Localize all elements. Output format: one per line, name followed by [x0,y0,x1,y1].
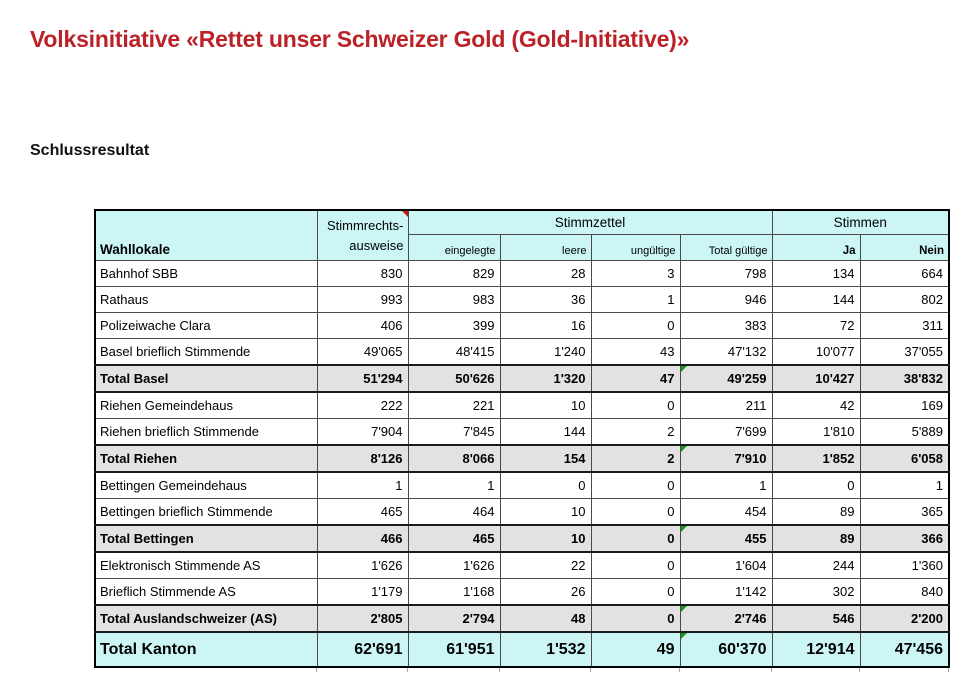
cell-ausweise: 2'805 [317,605,408,632]
cell-nein: 1'360 [860,552,949,579]
header-stimmrechtsausweise [317,210,408,261]
cell-ja: 546 [772,605,860,632]
cell-ungueltige: 47 [591,365,680,392]
cell-ausweise: 466 [317,525,408,552]
cell-ungueltige: 3 [591,261,680,287]
cell-eingelegte: 221 [408,392,500,419]
table-row [95,605,949,632]
cell-total-gueltige: 49'259 [680,365,772,392]
cell-nein: 365 [860,499,949,526]
cell-ausweise: 8'126 [317,445,408,472]
cell-ungueltige: 2 [591,445,680,472]
cell-leere: 48 [500,605,591,632]
gridline-stub [316,668,317,672]
cell-ausweise: 830 [317,261,408,287]
cell-ungueltige: 1 [591,287,680,313]
cell-ja: 302 [772,579,860,606]
results-table [94,209,950,668]
cell-ja: 144 [772,287,860,313]
cell-leere: 144 [500,419,591,446]
cell-eingelegte: 829 [408,261,500,287]
row-label: Rathaus [95,287,317,313]
cell-eingelegte: 1 [408,472,500,499]
cell-eingelegte: 1'626 [408,552,500,579]
table-row [95,579,949,606]
cell-ausweise: 49'065 [317,339,408,366]
cell-ungueltige: 43 [591,339,680,366]
cell-ja: 12'914 [772,632,860,667]
results-table-wrap [94,209,950,674]
cell-ungueltige: 0 [591,552,680,579]
cell-nein: 840 [860,579,949,606]
cell-leere: 10 [500,392,591,419]
cell-ja: 72 [772,313,860,339]
cell-nein: 38'832 [860,365,949,392]
row-label: Bettingen brieflich Stimmende [95,499,317,526]
cell-eingelegte: 464 [408,499,500,526]
cell-ja: 42 [772,392,860,419]
cell-ungueltige: 0 [591,392,680,419]
cell-nein: 37'055 [860,339,949,366]
header-group-stimmzettel: Stimmzettel [408,210,772,235]
header-wahllokale: Wahllokale [95,210,317,261]
row-label: Elektronisch Stimmende AS [95,552,317,579]
cell-leere: 36 [500,287,591,313]
cell-ungueltige: 0 [591,313,680,339]
cell-ungueltige: 0 [591,579,680,606]
cell-ausweise: 51'294 [317,365,408,392]
header-eingelegte: eingelegte [408,235,500,261]
cell-leere: 22 [500,552,591,579]
cell-eingelegte: 2'794 [408,605,500,632]
gridline-stub [590,668,591,672]
cell-total-gueltige: 7'699 [680,419,772,446]
table-row [95,472,949,499]
table-row [95,339,949,366]
row-label: Total Auslandschweizer (AS) [95,605,317,632]
table-row [95,445,949,472]
cell-ungueltige: 0 [591,472,680,499]
cell-total-gueltige: 454 [680,499,772,526]
cell-total-gueltige: 455 [680,525,772,552]
cell-ja: 89 [772,525,860,552]
gridline-stub [771,668,772,672]
row-label: Basel brieflich Stimmende [95,339,317,366]
cell-ja: 10'427 [772,365,860,392]
cell-ja: 89 [772,499,860,526]
gridline-stubs [94,668,950,674]
row-label: Total Bettingen [95,525,317,552]
table-row [95,365,949,392]
gridline-stub [679,668,680,672]
cell-eingelegte: 48'415 [408,339,500,366]
header-group-stimmen: Stimmen [772,210,949,235]
cell-eingelegte: 7'845 [408,419,500,446]
gridline-stub [859,668,860,672]
cell-nein: 47'456 [860,632,949,667]
cell-eingelegte: 1'168 [408,579,500,606]
page-title: Volksinitiative «Rettet unser Schweizer Gold (Gold-Initiative)» [30,26,690,52]
cell-total-gueltige: 47'132 [680,339,772,366]
cell-ausweise: 993 [317,287,408,313]
cell-ja: 244 [772,552,860,579]
cell-ungueltige: 0 [591,499,680,526]
gridline-stub [407,668,408,672]
row-label: Total Basel [95,365,317,392]
cell-nein: 311 [860,313,949,339]
cell-total-gueltige: 60'370 [680,632,772,667]
cell-leere: 154 [500,445,591,472]
cell-ja: 0 [772,472,860,499]
cell-nein: 366 [860,525,949,552]
header-ausweise-line1: Stimmrechts- [326,218,404,233]
cell-total-gueltige: 1'604 [680,552,772,579]
cell-total-gueltige: 946 [680,287,772,313]
cell-total-gueltige: 1'142 [680,579,772,606]
table-row [95,392,949,419]
table-header [95,210,949,261]
cell-total-gueltige: 2'746 [680,605,772,632]
cell-ausweise: 465 [317,499,408,526]
cell-eingelegte: 465 [408,525,500,552]
cell-leere: 0 [500,472,591,499]
cell-ausweise: 406 [317,313,408,339]
cell-ausweise: 1'179 [317,579,408,606]
row-label: Riehen brieflich Stimmende [95,419,317,446]
row-label: Bettingen Gemeindehaus [95,472,317,499]
header-ausweise-line2: ausweise [349,238,404,253]
cell-ungueltige: 49 [591,632,680,667]
cell-ja: 10'077 [772,339,860,366]
comment-marker-icon [402,211,408,217]
table-row [95,261,949,287]
cell-nein: 169 [860,392,949,419]
header-group-row [95,210,949,235]
cell-eingelegte: 983 [408,287,500,313]
cell-ungueltige: 2 [591,419,680,446]
table-row [95,419,949,446]
cell-eingelegte: 399 [408,313,500,339]
cell-ungueltige: 0 [591,605,680,632]
gridline-stub [499,668,500,672]
cell-ausweise: 1 [317,472,408,499]
table-row [95,552,949,579]
cell-nein: 6'058 [860,445,949,472]
row-label: Brieflich Stimmende AS [95,579,317,606]
row-label: Bahnhof SBB [95,261,317,287]
cell-ja: 1'852 [772,445,860,472]
cell-nein: 802 [860,287,949,313]
table-row [95,499,949,526]
cell-ungueltige: 0 [591,525,680,552]
cell-leere: 10 [500,525,591,552]
table-row [95,313,949,339]
cell-total-gueltige: 798 [680,261,772,287]
cell-leere: 1'320 [500,365,591,392]
cell-leere: 16 [500,313,591,339]
cell-ja: 134 [772,261,860,287]
cell-total-gueltige: 1 [680,472,772,499]
table-row [95,632,949,667]
cell-eingelegte: 61'951 [408,632,500,667]
section-subtitle: Schlussresultat [30,142,150,159]
row-label: Total Kanton [95,632,317,667]
table-row [95,287,949,313]
cell-nein: 664 [860,261,949,287]
cell-nein: 2'200 [860,605,949,632]
row-label: Polizeiwache Clara [95,313,317,339]
table-row [95,525,949,552]
cell-eingelegte: 8'066 [408,445,500,472]
header-ja: Ja [772,235,860,261]
cell-leere: 10 [500,499,591,526]
cell-leere: 28 [500,261,591,287]
cell-eingelegte: 50'626 [408,365,500,392]
header-ungueltige: ungültige [591,235,680,261]
table-body [95,261,949,668]
cell-total-gueltige: 7'910 [680,445,772,472]
cell-ja: 1'810 [772,419,860,446]
cell-ausweise: 222 [317,392,408,419]
cell-ausweise: 62'691 [317,632,408,667]
cell-leere: 1'532 [500,632,591,667]
gridline-stub [948,668,949,672]
header-nein: Nein [860,235,949,261]
cell-total-gueltige: 383 [680,313,772,339]
header-total-gueltige: Total gültige [680,235,772,261]
row-label: Total Riehen [95,445,317,472]
header-leere: leere [500,235,591,261]
cell-leere: 1'240 [500,339,591,366]
cell-nein: 1 [860,472,949,499]
cell-ausweise: 1'626 [317,552,408,579]
cell-nein: 5'889 [860,419,949,446]
cell-leere: 26 [500,579,591,606]
cell-ausweise: 7'904 [317,419,408,446]
row-label: Riehen Gemeindehaus [95,392,317,419]
cell-total-gueltige: 211 [680,392,772,419]
